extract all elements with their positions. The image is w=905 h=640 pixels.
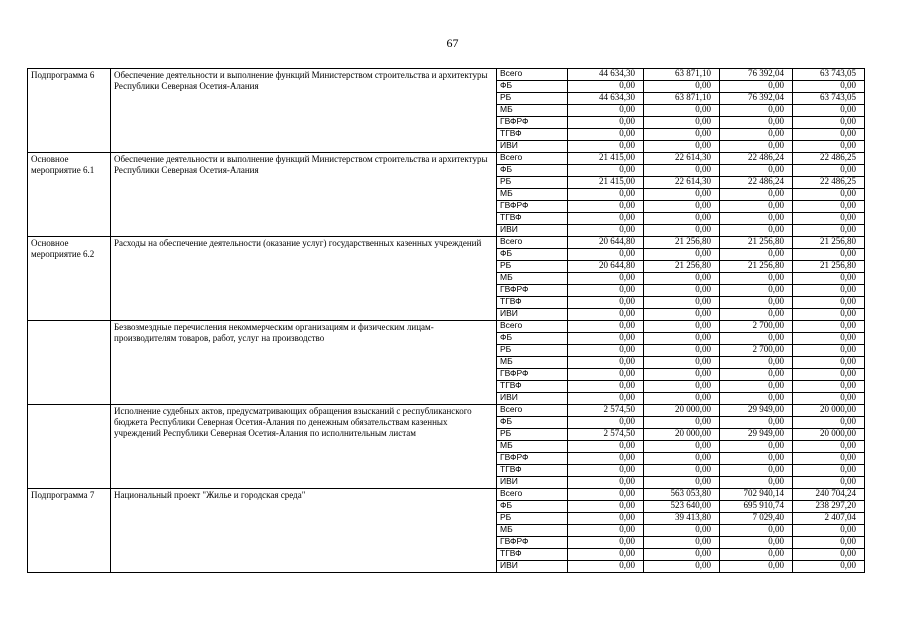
amount-cell: 20 000,00 xyxy=(793,429,865,441)
amount-cell: 0,00 xyxy=(644,333,720,345)
funding-source-cell: ГВФРФ xyxy=(497,453,568,465)
amount-cell: 0,00 xyxy=(568,117,644,129)
amount-cell: 0,00 xyxy=(568,489,644,501)
funding-source-cell: ИВИ xyxy=(497,393,568,405)
program-code-cell xyxy=(28,405,111,489)
amount-cell: 0,00 xyxy=(568,513,644,525)
amount-cell: 21 256,80 xyxy=(720,261,793,273)
amount-cell: 0,00 xyxy=(720,249,793,261)
amount-cell: 0,00 xyxy=(720,537,793,549)
amount-cell: 0,00 xyxy=(568,333,644,345)
funding-source-cell: ФБ xyxy=(497,333,568,345)
program-description-cell: Обеспечение деятельности и выполнение функций Министерством строительства и архитектуры Республики Северная Осетия-Алания xyxy=(111,153,497,237)
amount-cell: 0,00 xyxy=(793,129,865,141)
amount-cell: 695 910,74 xyxy=(720,501,793,513)
budget-table-body xyxy=(28,69,865,573)
amount-cell: 0,00 xyxy=(720,81,793,93)
amount-cell: 0,00 xyxy=(644,441,720,453)
funding-source-cell: РБ xyxy=(497,177,568,189)
funding-source-cell: ГВФРФ xyxy=(497,369,568,381)
amount-cell: 63 871,10 xyxy=(644,93,720,105)
funding-source-cell: РБ xyxy=(497,345,568,357)
amount-cell: 0,00 xyxy=(720,309,793,321)
amount-cell: 63 871,10 xyxy=(644,69,720,81)
funding-source-cell: ТГВФ xyxy=(497,549,568,561)
program-description-cell: Исполнение судебных актов, предусматривающих обращения взысканий с республиканского бюджета Республики Северная Осетия-Алания по денежным обязательствам казенных учреждений Республики Северная Осетия-Алания по исполнительным листам xyxy=(111,405,497,489)
amount-cell: 0,00 xyxy=(568,105,644,117)
amount-cell: 76 392,04 xyxy=(720,93,793,105)
amount-cell: 0,00 xyxy=(568,417,644,429)
amount-cell: 0,00 xyxy=(568,561,644,573)
amount-cell: 0,00 xyxy=(568,141,644,153)
funding-source-cell: Всего xyxy=(497,321,568,333)
funding-source-cell: Всего xyxy=(497,405,568,417)
amount-cell: 0,00 xyxy=(720,225,793,237)
funding-source-cell: ИВИ xyxy=(497,141,568,153)
amount-cell: 0,00 xyxy=(793,357,865,369)
amount-cell: 21 256,80 xyxy=(644,237,720,249)
funding-source-cell: ГВФРФ xyxy=(497,285,568,297)
funding-source-cell: ТГВФ xyxy=(497,213,568,225)
amount-cell: 2 574,50 xyxy=(568,405,644,417)
amount-cell: 0,00 xyxy=(720,213,793,225)
amount-cell: 0,00 xyxy=(720,525,793,537)
amount-cell: 0,00 xyxy=(793,465,865,477)
amount-cell: 0,00 xyxy=(644,273,720,285)
funding-source-cell: МБ xyxy=(497,273,568,285)
amount-cell: 0,00 xyxy=(720,165,793,177)
funding-source-cell: ТГВФ xyxy=(497,129,568,141)
budget-table xyxy=(27,68,865,573)
amount-cell: 0,00 xyxy=(644,117,720,129)
amount-cell: 76 392,04 xyxy=(720,69,793,81)
funding-source-cell: МБ xyxy=(497,105,568,117)
amount-cell: 0,00 xyxy=(644,129,720,141)
amount-cell: 0,00 xyxy=(793,321,865,333)
amount-cell: 0,00 xyxy=(720,441,793,453)
amount-cell: 702 940,14 xyxy=(720,489,793,501)
amount-cell: 0,00 xyxy=(644,345,720,357)
amount-cell: 0,00 xyxy=(720,417,793,429)
amount-cell: 0,00 xyxy=(568,309,644,321)
funding-source-cell: РБ xyxy=(497,513,568,525)
funding-source-cell: ГВФРФ xyxy=(497,537,568,549)
amount-cell: 0,00 xyxy=(720,285,793,297)
amount-cell: 0,00 xyxy=(793,561,865,573)
amount-cell: 238 297,20 xyxy=(793,501,865,513)
amount-cell: 0,00 xyxy=(793,297,865,309)
amount-cell: 0,00 xyxy=(720,357,793,369)
program-code-cell: Основное мероприятие 6.1 xyxy=(28,153,111,237)
amount-cell: 0,00 xyxy=(720,201,793,213)
amount-cell: 0,00 xyxy=(644,549,720,561)
amount-cell: 0,00 xyxy=(793,81,865,93)
amount-cell: 0,00 xyxy=(793,105,865,117)
amount-cell: 0,00 xyxy=(644,381,720,393)
amount-cell: 0,00 xyxy=(568,501,644,513)
amount-cell: 0,00 xyxy=(793,393,865,405)
amount-cell: 0,00 xyxy=(793,525,865,537)
amount-cell: 2 700,00 xyxy=(720,321,793,333)
table-row xyxy=(28,321,865,333)
funding-source-cell: ФБ xyxy=(497,501,568,513)
amount-cell: 21 415,00 xyxy=(568,153,644,165)
table-row xyxy=(28,237,865,249)
funding-source-cell: ФБ xyxy=(497,165,568,177)
amount-cell: 0,00 xyxy=(793,309,865,321)
amount-cell: 0,00 xyxy=(793,333,865,345)
amount-cell: 22 614,30 xyxy=(644,177,720,189)
funding-source-cell: ФБ xyxy=(497,81,568,93)
amount-cell: 0,00 xyxy=(568,441,644,453)
amount-cell: 0,00 xyxy=(568,345,644,357)
amount-cell: 0,00 xyxy=(793,201,865,213)
amount-cell: 0,00 xyxy=(644,249,720,261)
amount-cell: 0,00 xyxy=(793,117,865,129)
amount-cell: 0,00 xyxy=(568,249,644,261)
amount-cell: 63 743,05 xyxy=(793,69,865,81)
amount-cell: 39 413,80 xyxy=(644,513,720,525)
funding-source-cell: ИВИ xyxy=(497,477,568,489)
amount-cell: 0,00 xyxy=(568,381,644,393)
amount-cell: 563 053,80 xyxy=(644,489,720,501)
amount-cell: 0,00 xyxy=(793,537,865,549)
funding-source-cell: МБ xyxy=(497,357,568,369)
amount-cell: 0,00 xyxy=(644,477,720,489)
amount-cell: 20 000,00 xyxy=(793,405,865,417)
amount-cell: 0,00 xyxy=(568,273,644,285)
amount-cell: 0,00 xyxy=(644,321,720,333)
amount-cell: 0,00 xyxy=(793,165,865,177)
amount-cell: 0,00 xyxy=(644,309,720,321)
amount-cell: 7 029,40 xyxy=(720,513,793,525)
amount-cell: 0,00 xyxy=(644,141,720,153)
amount-cell: 0,00 xyxy=(720,141,793,153)
amount-cell: 0,00 xyxy=(793,549,865,561)
amount-cell: 0,00 xyxy=(644,561,720,573)
program-code-cell: Подпрограмма 6 xyxy=(28,69,111,153)
amount-cell: 0,00 xyxy=(644,525,720,537)
program-code-cell xyxy=(28,321,111,405)
amount-cell: 0,00 xyxy=(644,537,720,549)
amount-cell: 0,00 xyxy=(568,453,644,465)
amount-cell: 0,00 xyxy=(720,453,793,465)
amount-cell: 0,00 xyxy=(793,477,865,489)
amount-cell: 21 256,80 xyxy=(720,237,793,249)
amount-cell: 0,00 xyxy=(793,249,865,261)
program-description-cell: Обеспечение деятельности и выполнение функций Министерством строительства и архитектуры Республики Северная Осетия-Алания xyxy=(111,69,497,153)
amount-cell: 0,00 xyxy=(568,285,644,297)
amount-cell: 0,00 xyxy=(644,369,720,381)
amount-cell: 0,00 xyxy=(568,477,644,489)
amount-cell: 0,00 xyxy=(793,189,865,201)
amount-cell: 29 949,00 xyxy=(720,405,793,417)
amount-cell: 0,00 xyxy=(720,465,793,477)
funding-source-cell: ИВИ xyxy=(497,225,568,237)
table-row xyxy=(28,405,865,417)
amount-cell: 0,00 xyxy=(644,105,720,117)
amount-cell: 0,00 xyxy=(793,141,865,153)
amount-cell: 0,00 xyxy=(793,285,865,297)
program-description-cell: Безвозмездные перечисления некоммерческим организациям и физическим лицам-производителям товаров, работ, услуг на производство xyxy=(111,321,497,405)
amount-cell: 0,00 xyxy=(568,201,644,213)
table-row xyxy=(28,153,865,165)
funding-source-cell: ТГВФ xyxy=(497,381,568,393)
amount-cell: 0,00 xyxy=(644,81,720,93)
amount-cell: 44 634,30 xyxy=(568,93,644,105)
amount-cell: 0,00 xyxy=(720,381,793,393)
amount-cell: 0,00 xyxy=(568,369,644,381)
amount-cell: 0,00 xyxy=(720,273,793,285)
amount-cell: 0,00 xyxy=(720,549,793,561)
funding-source-cell: МБ xyxy=(497,441,568,453)
amount-cell: 0,00 xyxy=(568,525,644,537)
amount-cell: 0,00 xyxy=(568,165,644,177)
amount-cell: 0,00 xyxy=(720,117,793,129)
amount-cell: 0,00 xyxy=(644,297,720,309)
amount-cell: 0,00 xyxy=(644,201,720,213)
funding-source-cell: РБ xyxy=(497,93,568,105)
amount-cell: 0,00 xyxy=(644,465,720,477)
amount-cell: 44 634,30 xyxy=(568,69,644,81)
amount-cell: 523 640,00 xyxy=(644,501,720,513)
amount-cell: 0,00 xyxy=(793,273,865,285)
funding-source-cell: Всего xyxy=(497,237,568,249)
amount-cell: 21 256,80 xyxy=(644,261,720,273)
amount-cell: 22 486,25 xyxy=(793,153,865,165)
amount-cell: 0,00 xyxy=(793,345,865,357)
amount-cell: 0,00 xyxy=(644,393,720,405)
amount-cell: 0,00 xyxy=(568,213,644,225)
amount-cell: 0,00 xyxy=(720,477,793,489)
table-row xyxy=(28,69,865,81)
amount-cell: 240 704,24 xyxy=(793,489,865,501)
funding-source-cell: РБ xyxy=(497,429,568,441)
amount-cell: 0,00 xyxy=(720,393,793,405)
funding-source-cell: Всего xyxy=(497,153,568,165)
amount-cell: 0,00 xyxy=(568,393,644,405)
funding-source-cell: ГВФРФ xyxy=(497,201,568,213)
amount-cell: 0,00 xyxy=(644,189,720,201)
funding-source-cell: МБ xyxy=(497,189,568,201)
program-description-cell: Национальный проект "Жилье и городская среда" xyxy=(111,489,497,573)
amount-cell: 20 644,80 xyxy=(568,237,644,249)
amount-cell: 0,00 xyxy=(720,297,793,309)
amount-cell: 0,00 xyxy=(793,417,865,429)
program-description-cell: Расходы на обеспечение деятельности (оказание услуг) государственных казенных учреждений xyxy=(111,237,497,321)
program-code-cell: Подпрограмма 7 xyxy=(28,489,111,573)
amount-cell: 22 486,25 xyxy=(793,177,865,189)
amount-cell: 0,00 xyxy=(568,81,644,93)
amount-cell: 0,00 xyxy=(793,441,865,453)
amount-cell: 0,00 xyxy=(720,333,793,345)
amount-cell: 21 415,00 xyxy=(568,177,644,189)
amount-cell: 0,00 xyxy=(568,297,644,309)
amount-cell: 20 644,80 xyxy=(568,261,644,273)
amount-cell: 0,00 xyxy=(644,417,720,429)
amount-cell: 0,00 xyxy=(720,105,793,117)
table-row xyxy=(28,489,865,501)
funding-source-cell: ТГВФ xyxy=(497,297,568,309)
amount-cell: 0,00 xyxy=(793,381,865,393)
amount-cell: 22 614,30 xyxy=(644,153,720,165)
amount-cell: 0,00 xyxy=(568,321,644,333)
amount-cell: 0,00 xyxy=(568,189,644,201)
amount-cell: 0,00 xyxy=(644,213,720,225)
amount-cell: 2 574,50 xyxy=(568,429,644,441)
amount-cell: 29 949,00 xyxy=(720,429,793,441)
amount-cell: 0,00 xyxy=(644,285,720,297)
amount-cell: 0,00 xyxy=(720,561,793,573)
amount-cell: 20 000,00 xyxy=(644,405,720,417)
amount-cell: 0,00 xyxy=(793,213,865,225)
funding-source-cell: МБ xyxy=(497,525,568,537)
amount-cell: 63 743,05 xyxy=(793,93,865,105)
funding-source-cell: Всего xyxy=(497,69,568,81)
amount-cell: 0,00 xyxy=(568,129,644,141)
amount-cell: 22 486,24 xyxy=(720,153,793,165)
funding-source-cell: ИВИ xyxy=(497,561,568,573)
amount-cell: 0,00 xyxy=(568,225,644,237)
funding-source-cell: РБ xyxy=(497,261,568,273)
amount-cell: 0,00 xyxy=(793,453,865,465)
funding-source-cell: Всего xyxy=(497,489,568,501)
funding-source-cell: ФБ xyxy=(497,249,568,261)
amount-cell: 21 256,80 xyxy=(793,237,865,249)
amount-cell: 2 407,04 xyxy=(793,513,865,525)
funding-source-cell: ФБ xyxy=(497,417,568,429)
amount-cell: 0,00 xyxy=(644,165,720,177)
amount-cell: 0,00 xyxy=(568,549,644,561)
amount-cell: 0,00 xyxy=(644,225,720,237)
page-number: 67 xyxy=(446,36,459,50)
funding-source-cell: ИВИ xyxy=(497,309,568,321)
amount-cell: 0,00 xyxy=(568,537,644,549)
amount-cell: 0,00 xyxy=(568,465,644,477)
amount-cell: 0,00 xyxy=(568,357,644,369)
amount-cell: 0,00 xyxy=(720,369,793,381)
amount-cell: 0,00 xyxy=(644,453,720,465)
amount-cell: 0,00 xyxy=(793,225,865,237)
amount-cell: 20 000,00 xyxy=(644,429,720,441)
amount-cell: 0,00 xyxy=(793,369,865,381)
amount-cell: 0,00 xyxy=(644,357,720,369)
funding-source-cell: ТГВФ xyxy=(497,465,568,477)
amount-cell: 0,00 xyxy=(720,129,793,141)
funding-source-cell: ГВФРФ xyxy=(497,117,568,129)
amount-cell: 22 486,24 xyxy=(720,177,793,189)
amount-cell: 21 256,80 xyxy=(793,261,865,273)
program-code-cell: Основное мероприятие 6.2 xyxy=(28,237,111,321)
amount-cell: 2 700,00 xyxy=(720,345,793,357)
amount-cell: 0,00 xyxy=(720,189,793,201)
